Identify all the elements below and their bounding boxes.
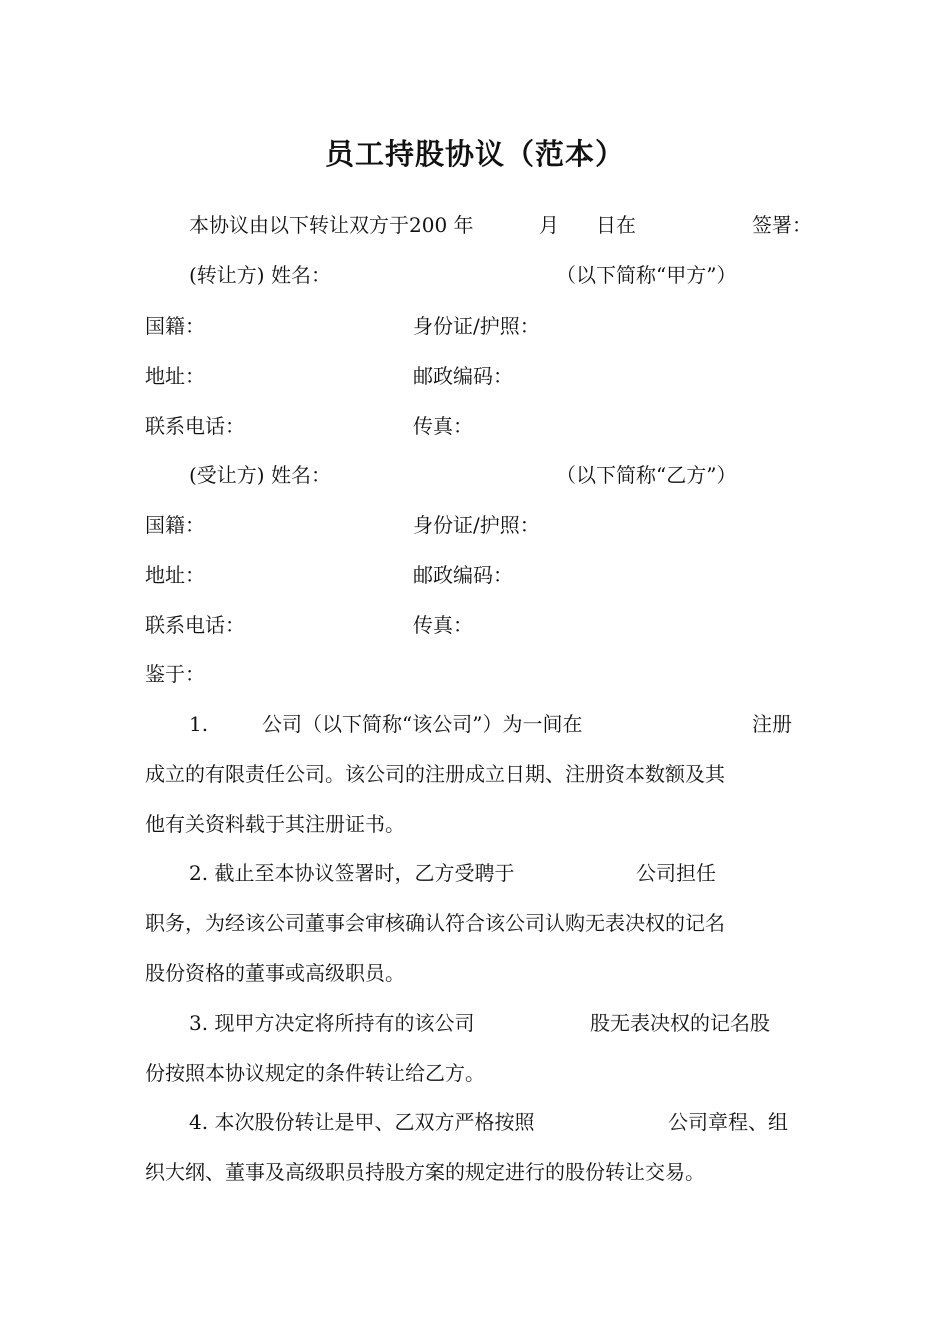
intro-month: 月 (539, 213, 559, 237)
party-b-postcode-label: 邮政编码： (413, 563, 513, 587)
party-a-id-label: 身份证/护照： (413, 314, 540, 338)
clause-1-number: 1. (189, 712, 209, 736)
party-a-alias: （以下简称“甲方”） (556, 263, 737, 287)
party-a-name-label: (转让方) 姓名： (189, 263, 331, 287)
document-title: 员工持股协议（范本） (324, 137, 625, 171)
party-b-address-label: 地址： (145, 563, 205, 587)
intro-text: 本协议由以下转让双方于200 年 (189, 213, 474, 237)
party-b-nationality-label: 国籍： (145, 513, 205, 537)
whereas-heading: 鉴于： (145, 662, 205, 686)
clause-4-line-2: 织大纲、董事及高级职员持股方案的规定进行的股份转让交易。 (145, 1160, 705, 1184)
clause-4-text-b: 公司章程、组 (668, 1110, 788, 1134)
intro-signed: 签署： (752, 213, 812, 237)
party-b-name-label: (受让方) 姓名： (189, 463, 331, 487)
party-a-postcode-label: 邮政编码： (413, 364, 513, 388)
intro-day-at: 日在 (596, 213, 636, 237)
clause-1-line-3: 他有关资料载于其注册证书。 (145, 812, 405, 836)
party-a-address-label: 地址： (145, 364, 205, 388)
party-a-nationality-label: 国籍： (145, 314, 205, 338)
clause-1-text-a: 公司（以下简称“该公司”）为一间在 (262, 712, 583, 736)
party-b-fax-label: 传真： (413, 613, 473, 637)
clause-2-text-a: 2. 截止至本协议签署时，乙方受聘于 (189, 861, 515, 885)
party-a-fax-label: 传真： (413, 414, 473, 438)
clause-1-text-b: 注册 (752, 712, 792, 736)
clause-2-line-2: 职务，为经该公司董事会审核确认符合该公司认购无表决权的记名 (145, 911, 725, 935)
clause-4-text-a: 4. 本次股份转让是甲、乙双方严格按照 (189, 1110, 535, 1134)
clause-3-line-2: 份按照本协议规定的条件转让给乙方。 (145, 1061, 485, 1085)
party-b-phone-label: 联系电话： (145, 613, 245, 637)
clause-2-text-b: 公司担任 (636, 861, 716, 885)
clause-2-line-3: 股份资格的董事或高级职员。 (145, 961, 405, 985)
clause-3-text-a: 3. 现甲方决定将所持有的该公司 (189, 1011, 475, 1035)
party-b-alias: （以下简称“乙方”） (556, 463, 737, 487)
party-b-id-label: 身份证/护照： (413, 513, 540, 537)
party-a-phone-label: 联系电话： (145, 414, 245, 438)
clause-3-text-b: 股无表决权的记名股 (590, 1011, 770, 1035)
clause-1-line-2: 成立的有限责任公司。该公司的注册成立日期、注册资本数额及其 (145, 762, 725, 786)
